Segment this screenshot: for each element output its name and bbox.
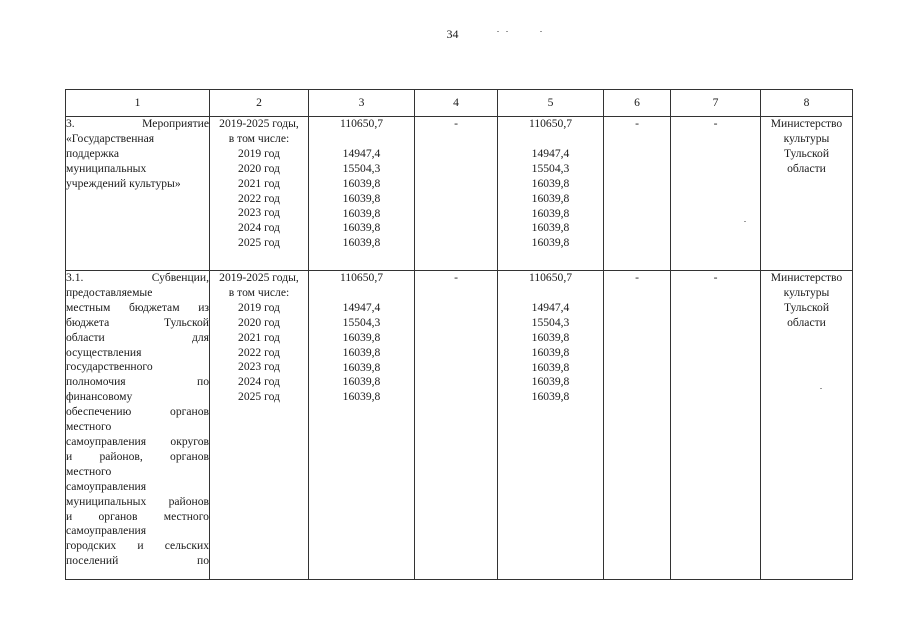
name-word: поселений <box>66 554 119 568</box>
name-word: округов <box>170 434 209 448</box>
name-line <box>66 271 209 286</box>
name-word: 3. <box>66 117 75 130</box>
amount-line: 16039,8 <box>342 221 381 235</box>
name-line <box>66 316 209 331</box>
amount-line: 110650,7 <box>339 271 384 284</box>
amount-line: 16039,8 <box>342 390 381 404</box>
amount-line: 16039,8 <box>531 345 570 359</box>
executor-line: Тульской <box>783 300 830 314</box>
name-word: осуществления <box>66 345 142 359</box>
amount-line: 16039,8 <box>342 360 381 374</box>
amount-line: 16039,8 <box>342 330 381 344</box>
name-word: сельских <box>164 539 209 553</box>
amount-line: 14947,4 <box>342 300 381 314</box>
amount-line: 16039,8 <box>531 191 570 205</box>
name-word: районов <box>168 494 209 508</box>
period-line: 2019-2025 годы, <box>219 271 299 284</box>
col4-cell: - <box>415 271 498 580</box>
period-line: 2020 год <box>238 161 280 175</box>
name-line <box>66 495 209 510</box>
regional-amount-cell <box>498 271 604 580</box>
table-row <box>66 117 853 271</box>
amount-line: 14947,4 <box>531 146 570 160</box>
header-row <box>66 90 853 117</box>
period-cell <box>210 271 309 580</box>
amount-line: 16039,8 <box>342 191 381 205</box>
amount-line: 16039,8 <box>342 206 381 220</box>
name-word: и <box>66 509 73 523</box>
name-word: самоуправления <box>66 479 147 493</box>
period-line: 2022 год <box>238 345 280 359</box>
header-cell: 3 <box>309 90 415 117</box>
scan-artifact <box>540 31 542 32</box>
name-line <box>66 162 209 177</box>
name-line <box>66 147 209 162</box>
name-line <box>66 539 209 554</box>
amount-line: 16039,8 <box>342 176 381 190</box>
period-cell <box>210 117 309 271</box>
name-word: муниципальных <box>66 494 147 508</box>
name-word: полномочия <box>66 375 126 389</box>
period-line: 2022 год <box>238 191 280 205</box>
name-word: по <box>196 554 209 568</box>
period-line: 2019-2025 годы, <box>219 117 299 130</box>
name-line <box>66 524 209 539</box>
name-word: Тульской <box>163 315 209 329</box>
name-word: местного <box>163 509 209 523</box>
name-line <box>66 286 209 301</box>
name-word: учреждений культуры» <box>66 176 181 190</box>
executor-line: Министерство <box>770 117 843 130</box>
name-word: из <box>198 300 209 314</box>
name-word: органов <box>98 509 138 523</box>
name-line <box>66 420 209 435</box>
name-line <box>66 435 209 450</box>
amount-line: 16039,8 <box>342 345 381 359</box>
amount-line <box>498 286 603 301</box>
period-line: 2023 год <box>238 206 280 220</box>
name-word: органов <box>170 449 209 463</box>
executor-cell <box>761 117 853 271</box>
period-line: 2020 год <box>238 315 280 329</box>
amount-line: 110650,7 <box>528 117 573 130</box>
name-word: предоставляемые <box>66 285 153 299</box>
regional-amount-cell <box>498 117 604 271</box>
total-amount-cell <box>309 271 415 580</box>
name-line <box>66 405 209 420</box>
header-cell: 4 <box>415 90 498 117</box>
amount-line: 16039,8 <box>531 221 570 235</box>
executor-line: Министерство <box>770 271 843 284</box>
period-line: в том числе: <box>228 285 290 299</box>
header-cell: 7 <box>671 90 761 117</box>
name-word: местным <box>66 300 111 314</box>
name-line <box>66 375 209 390</box>
name-word: бюджетам <box>128 300 180 314</box>
measure-name-cell <box>66 117 210 271</box>
name-word: области <box>66 330 105 344</box>
name-line <box>66 390 209 405</box>
name-line <box>66 301 209 316</box>
name-word: органов <box>170 405 209 419</box>
name-word: 3.1. <box>66 271 84 284</box>
amount-line: 15504,3 <box>531 161 570 175</box>
scan-artifact <box>497 31 499 32</box>
amount-line: 16039,8 <box>531 206 570 220</box>
name-word: и <box>66 449 73 463</box>
amount-line: 14947,4 <box>342 146 381 160</box>
period-line: 2024 год <box>238 221 280 235</box>
amount-line: 16039,8 <box>531 375 570 389</box>
amount-line: 14947,4 <box>531 300 570 314</box>
amount-line: 110650,7 <box>528 271 573 284</box>
executor-line: Тульской <box>783 146 830 160</box>
col4-cell: - <box>415 117 498 271</box>
name-word: по <box>196 375 209 389</box>
name-line <box>66 510 209 525</box>
name-word: Субвенции, <box>151 271 209 284</box>
executor-line: культуры <box>783 285 830 299</box>
name-line <box>66 177 209 192</box>
executor-line: области <box>787 161 826 175</box>
amount-line <box>309 286 414 301</box>
amount-line: 16039,8 <box>531 236 570 250</box>
name-word: местного <box>66 464 112 478</box>
header-cell: 8 <box>761 90 853 117</box>
executor-line: области <box>787 315 826 329</box>
name-line <box>66 465 209 480</box>
name-word: бюджета <box>66 315 110 329</box>
period-line: 2019 год <box>238 300 280 314</box>
period-line: 2021 год <box>238 330 280 344</box>
measure-name-cell <box>66 271 210 580</box>
table-row <box>66 271 853 580</box>
name-word: «Государственная <box>66 131 155 145</box>
amount-line: 15504,3 <box>342 161 381 175</box>
period-line: 2024 год <box>238 375 280 389</box>
page-number: 34 <box>446 27 459 41</box>
amount-line <box>309 132 414 147</box>
amount-line: 16039,8 <box>531 330 570 344</box>
name-word: государственного <box>66 360 153 374</box>
executor-cell <box>761 271 853 580</box>
name-line <box>66 331 209 346</box>
period-line: 2019 год <box>238 146 280 160</box>
header-cell: 2 <box>210 90 309 117</box>
amount-line: 16039,8 <box>531 390 570 404</box>
period-line: в том числе: <box>228 131 290 145</box>
col7-cell: - <box>671 117 761 271</box>
name-line <box>66 554 209 569</box>
name-word: и <box>137 539 144 553</box>
period-line: 2023 год <box>238 360 280 374</box>
executor-line: культуры <box>783 131 830 145</box>
name-word: финансовому <box>66 390 133 404</box>
amount-line: 110650,7 <box>339 117 384 130</box>
col7-cell: - <box>671 271 761 580</box>
name-line <box>66 480 209 495</box>
scan-artifact <box>506 31 508 32</box>
period-line: 2025 год <box>238 390 280 404</box>
name-word: поддержка <box>66 146 120 160</box>
name-word: муниципальных <box>66 161 147 175</box>
amount-line: 16039,8 <box>342 236 381 250</box>
header-cell: 6 <box>604 90 671 117</box>
name-line <box>66 346 209 361</box>
amount-line: 16039,8 <box>531 360 570 374</box>
col6-cell: - <box>604 117 671 271</box>
name-line <box>66 360 209 375</box>
name-word: самоуправления <box>66 434 147 448</box>
amount-line: 16039,8 <box>342 375 381 389</box>
amount-line: 15504,3 <box>531 315 570 329</box>
name-line <box>66 450 209 465</box>
name-line <box>66 132 209 147</box>
program-table <box>65 89 853 580</box>
period-line: 2021 год <box>238 176 280 190</box>
amount-line: 16039,8 <box>531 176 570 190</box>
header-cell: 1 <box>66 90 210 117</box>
period-line: 2025 год <box>238 236 280 250</box>
total-amount-cell <box>309 117 415 271</box>
amount-line: 15504,3 <box>342 315 381 329</box>
name-word: обеспечению <box>66 405 132 419</box>
name-word: районов, <box>99 449 143 463</box>
name-word: самоуправления <box>66 524 147 538</box>
name-word: местного <box>66 420 112 434</box>
header-cell: 5 <box>498 90 604 117</box>
name-line <box>66 117 209 132</box>
amount-line <box>498 132 603 147</box>
name-word: Мероприятие <box>142 117 209 130</box>
col6-cell: - <box>604 271 671 580</box>
name-word: для <box>191 330 209 344</box>
name-word: городских <box>66 539 117 553</box>
